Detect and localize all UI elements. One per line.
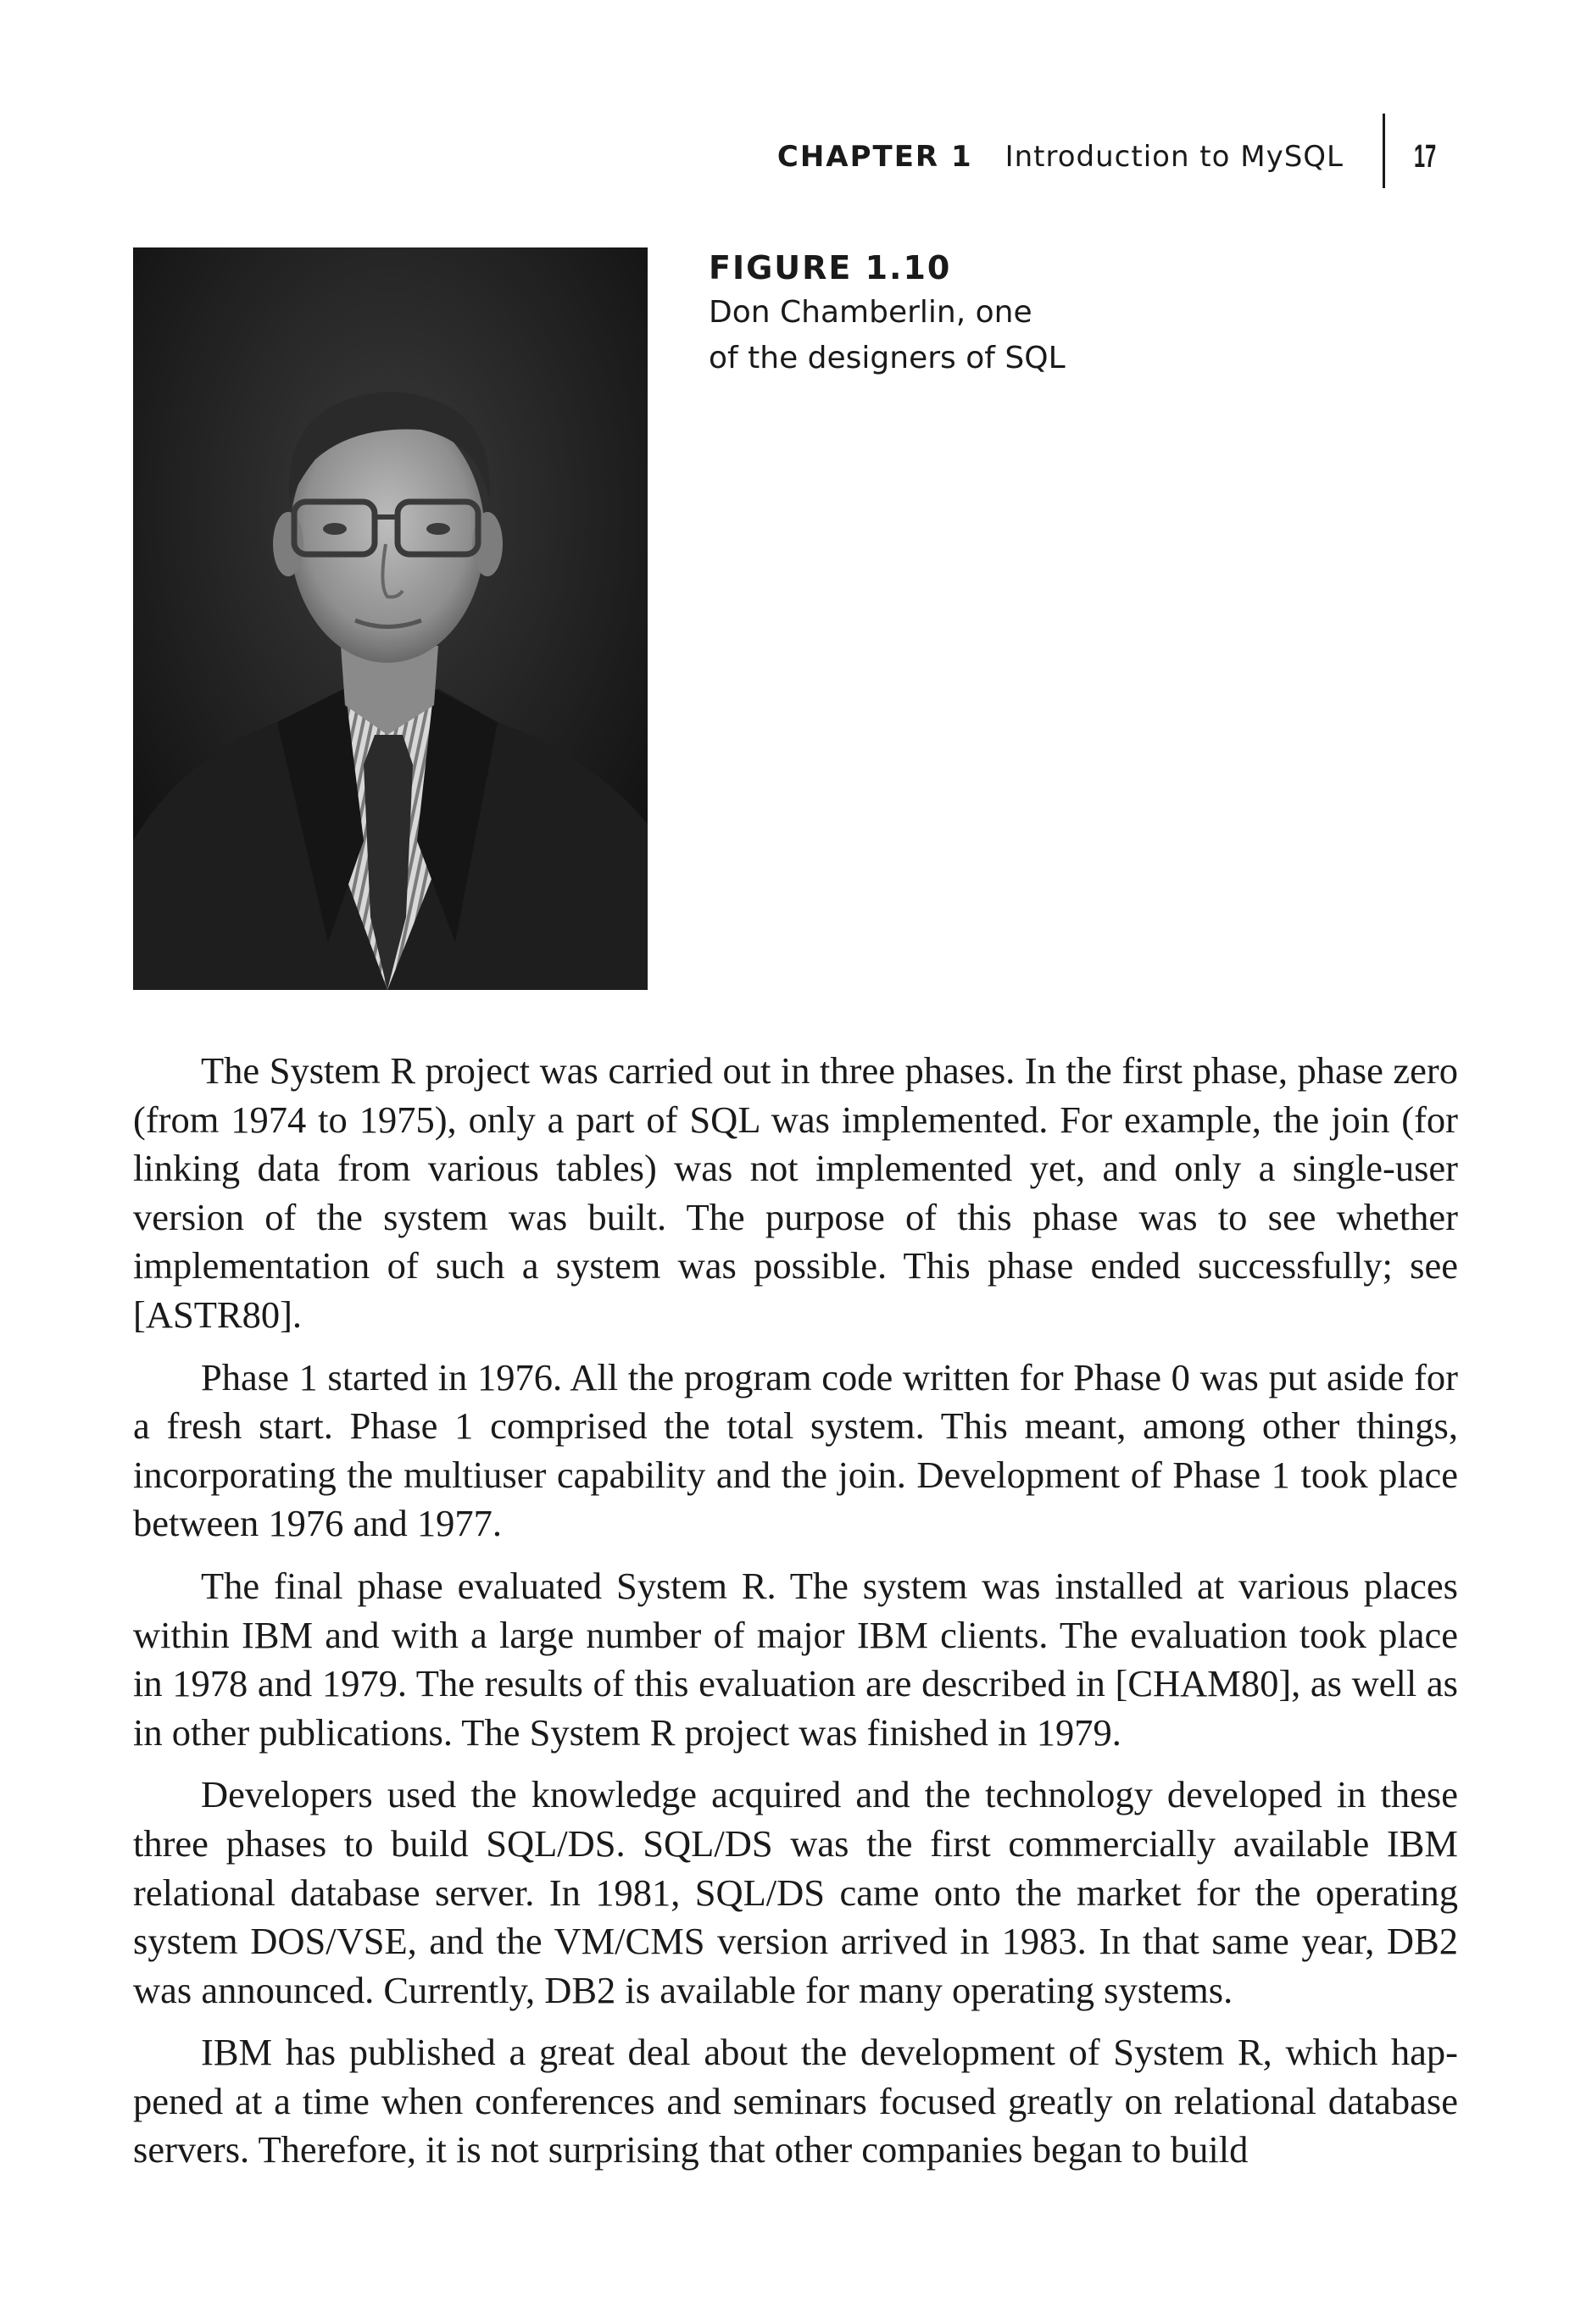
chapter-title: Introduction to MySQL <box>1005 140 1344 174</box>
paragraph: The System R project was carried out in three phases. In the first phase, phase zero (from 1974 to 1975), only a part of SQL was implemented. For example, the join (for linking data from various tables) was not implemented yet, and only a single-user version of the system was built. The purpose of this phase was to see whether implementation of such a system was possible. This phase ended successfully; see [ASTR80]. <box>133 1049 1458 1336</box>
paragraph: The final phase evaluated System R. The system was installed at various places within IBM and with a large number of major IBM clients. The evaluation took place in 1978 and 1979. The results of this evaluation are described in [CHAM80], as well as in other publications. The System R project was finished in 1979. <box>133 1564 1458 1754</box>
body-text <box>133 1047 1458 2188</box>
portrait-photo <box>133 247 648 990</box>
page-number: 17 <box>1414 138 1437 175</box>
caption-line: of the designers of SQL <box>709 341 1066 375</box>
figure-caption <box>709 246 1066 381</box>
header-divider <box>1383 114 1385 188</box>
caption-line: Don Chamberlin, one <box>709 295 1032 330</box>
paragraph: IBM has published a great deal about the development of System R, which happened at a time when conferences and seminars focused greatly on relational database servers. Therefore, it is not surprising that other companies began to build <box>133 2031 1458 2171</box>
paragraph: Developers used the knowledge acquired and the technology developed in these three phases to build SQL/DS. SQL/DS was the first commercially available IBM relational database server. In 1981, SQL/DS came onto the market for the operating system DOS/VSE, and the VM/CMS version arrived in 1983. In that same year, DB2 was announced. Currently, DB2 is available for many operating systems. <box>133 1773 1458 2011</box>
figure-photo <box>133 247 648 990</box>
chapter-label: CHAPTER 1 <box>776 140 973 174</box>
running-header <box>777 125 1439 188</box>
paragraph: Phase 1 started in 1976. All the program code written for Phase 0 was put aside for a fresh start. Phase 1 comprised the total system. This meant, among other things, incorporating the multiuser capability and the join. Development of Phase 1 took place between 1976 and 1977. <box>133 1355 1458 1545</box>
figure-number: FIGURE 1.10 <box>709 249 952 286</box>
